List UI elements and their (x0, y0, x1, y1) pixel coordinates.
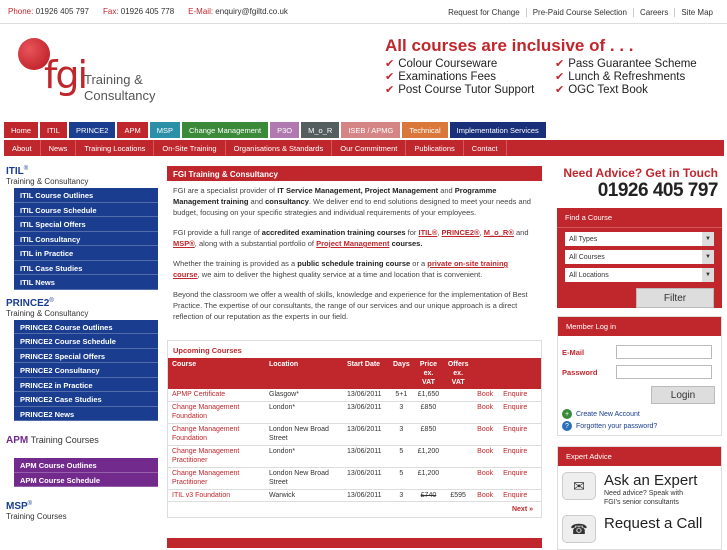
course-link[interactable]: APMP Certificate (168, 389, 265, 401)
header: fgi Training & Consultancy All courses are inclusive of . . . ✔ Colour Courseware ✔ Examinations Fees ✔ Post Course Tutor Support ✔ Pass Guarantee Scheme ✔ Lunch & Refreshments ✔ OGC Text Book (0, 24, 727, 122)
book-link[interactable]: Book (473, 389, 499, 401)
dropdown-arrow-icon: ▼ (702, 250, 714, 264)
advice-block: Need Advice? Get in Touch 01926 405 797 (557, 166, 722, 202)
offer-cell (443, 467, 473, 489)
promo-list-left (385, 58, 555, 97)
nav-prince2[interactable]: PRINCE2 (69, 122, 116, 138)
price-cell: £1,650 (414, 389, 443, 401)
price-cell: £850 (414, 401, 443, 423)
enquire-link[interactable]: Enquire (499, 467, 541, 489)
nav-about[interactable]: About (4, 140, 41, 156)
nav-our-commitment[interactable]: Our Commitment (332, 140, 406, 156)
sidebar-item-prince2-schedule[interactable]: PRINCE2 Course Schedule (14, 334, 158, 349)
table-row (168, 389, 541, 401)
help-icon: ? (562, 421, 572, 431)
password-field[interactable] (616, 365, 712, 379)
email-info: E-Mail: enquiry@fgiltd.co.uk (188, 7, 288, 16)
apm-menu (14, 458, 158, 487)
nav-implementation-services[interactable]: Implementation Services (450, 122, 546, 138)
sidebar-item-prince2-consultancy[interactable]: PRINCE2 Consultancy (14, 363, 158, 378)
enquire-link[interactable]: Enquire (499, 423, 541, 445)
location-cell: London* (265, 445, 343, 467)
location-select[interactable]: All Locations ▼ (565, 268, 714, 282)
enquire-link[interactable]: Enquire (499, 401, 541, 423)
book-link[interactable]: Book (473, 401, 499, 423)
itil-subheading: Training & Consultancy (6, 177, 89, 186)
sidebar-item-prince2-practice[interactable]: PRINCE2 in Practice (14, 378, 158, 393)
table-row (168, 489, 541, 502)
site-map-link[interactable]: Site Map (674, 8, 719, 17)
nav-publications[interactable]: Publications (406, 140, 463, 156)
days-cell: 5 (389, 445, 414, 467)
itil-menu (14, 188, 158, 290)
filter-button[interactable]: Filter (636, 288, 714, 308)
days-cell: 3 (389, 423, 414, 445)
table-row (168, 445, 541, 467)
date-cell: 13/06/2011 (343, 423, 389, 445)
ask-expert-item[interactable]: ✉ Ask an Expert Need advice? Speak with FGI's senior consultants (558, 466, 721, 513)
course-link[interactable]: Change Management Practitioner (168, 467, 265, 489)
offer-cell (443, 389, 473, 401)
nav-p3o[interactable]: P3O (270, 122, 299, 138)
table-row (168, 423, 541, 445)
enquire-link[interactable]: Enquire (499, 489, 541, 502)
prince2-subheading: Training & Consultancy (6, 308, 89, 318)
promo-banner (385, 36, 725, 97)
request-for-change-link[interactable]: Request for Change (448, 7, 520, 17)
sidebar-item-itil-news[interactable]: ITIL News (14, 275, 158, 290)
table-header-row: Course Location Start Date Days Price ex. VAT Offers ex. VAT (168, 358, 541, 389)
nav-msp[interactable]: MSP (150, 122, 180, 138)
course-link[interactable]: Change Management Foundation (168, 423, 265, 445)
nav-organisations[interactable]: Organisations & Standards (226, 140, 333, 156)
msp-link[interactable]: MSP® (173, 239, 195, 248)
course-type-select[interactable]: All Types ▼ (565, 232, 714, 246)
promo-item: ✔ Examinations Fees (385, 71, 555, 84)
page-title: FGI Training & Consultancy (167, 166, 542, 181)
book-link[interactable]: Book (473, 445, 499, 467)
price-cell: £740 (414, 489, 443, 502)
phone-info: Phone: 01926 405 797 (8, 7, 89, 16)
primary-nav (4, 122, 548, 138)
course-link[interactable]: Change Management Foundation (168, 401, 265, 423)
date-cell: 13/06/2011 (343, 401, 389, 423)
sidebar-item-itil-consultancy[interactable]: ITIL Consultancy (14, 232, 158, 247)
course-link[interactable]: ITIL v3 Foundation (168, 489, 265, 502)
table-row (168, 467, 541, 489)
phone-request-icon: ☎ (562, 515, 596, 543)
sidebar-item-apm-outlines[interactable]: APM Course Outlines (14, 458, 158, 473)
nav-on-site-training[interactable]: On-Site Training (154, 140, 225, 156)
promo-list-right (555, 58, 725, 97)
itil-heading: ITIL® (6, 166, 29, 177)
location-cell: Warwick (265, 489, 343, 502)
sidebar-item-itil-offers[interactable]: ITIL Special Offers (14, 217, 158, 232)
expert-advice-panel: Expert Advice ✉ Ask an Expert Need advice? Speak with FGI's senior consultants ☎ Request a Call (557, 446, 722, 550)
intro-paragraph: FGI are a specialist provider of IT Service Management, Project Management and Programme Management training and consultancy. We deliver end to end solutions designed to meet your needs and budget, focusing on your specific strategies and individual requirements of your employees. (173, 186, 531, 217)
member-login-panel: Member Log in E-Mail Password Login + Create New Account ? Forgotten your password? (557, 316, 722, 436)
location-cell: London* (265, 401, 343, 423)
add-icon: + (562, 409, 572, 419)
sidebar (0, 162, 160, 523)
email-field[interactable] (616, 345, 712, 359)
nav-training-locations[interactable]: Training Locations (76, 140, 154, 156)
advice-phone: 01926 405 797 (597, 180, 718, 201)
location-cell: London New Broad Street (265, 423, 343, 445)
days-cell: 5+1 (389, 389, 414, 401)
dropdown-arrow-icon: ▼ (702, 268, 714, 282)
promo-item: ✔ Pass Guarantee Scheme (555, 58, 725, 71)
itil-link[interactable]: ITIL® (418, 228, 438, 237)
date-cell: 13/06/2011 (343, 467, 389, 489)
offer-cell (443, 423, 473, 445)
date-cell: 13/06/2011 (343, 489, 389, 502)
right-column (557, 166, 722, 550)
sidebar-item-itil-outlines[interactable]: ITIL Course Outlines (14, 188, 158, 203)
forgot-password-link[interactable]: ? Forgotten your password? (558, 420, 721, 435)
book-link[interactable]: Book (473, 489, 499, 502)
sidebar-item-itil-case-studies[interactable]: ITIL Case Studies (14, 261, 158, 276)
nav-m-o-r[interactable]: M_o_R (301, 122, 339, 138)
sidebar-item-apm-schedule[interactable]: APM Course Schedule (14, 473, 158, 488)
offer-cell (443, 445, 473, 467)
enquire-link[interactable]: Enquire (499, 389, 541, 401)
promo-item: ✔ Post Course Tutor Support (385, 84, 555, 97)
nav-news[interactable]: News (41, 140, 77, 156)
offer-cell: £595 (443, 489, 473, 502)
prince2-menu (14, 320, 158, 422)
apm-heading: APM Training Courses (6, 435, 99, 446)
onsite-training-link[interactable]: private on-site training course (173, 259, 509, 279)
price-cell: £850 (414, 423, 443, 445)
create-account-link[interactable]: + Create New Account (558, 408, 721, 420)
date-cell: 13/06/2011 (343, 389, 389, 401)
find-course-panel: Find a Course All Types ▼ All Courses ▼ All Locations ▼ Filter (557, 208, 722, 308)
promo-item: ✔ Lunch & Refreshments (555, 71, 725, 84)
main-content (167, 166, 542, 335)
sidebar-item-prince2-offers[interactable]: PRINCE2 Special Offers (14, 349, 158, 364)
mor-link[interactable]: M_o_R® (483, 228, 514, 237)
pre-paid-course-link[interactable]: Pre-Paid Course Selection (526, 8, 633, 17)
promo-item: ✔ Colour Courseware (385, 58, 555, 71)
date-cell: 13/06/2011 (343, 445, 389, 467)
sidebar-item-prince2-news[interactable]: PRINCE2 News (14, 407, 158, 422)
location-cell: Glasgow* (265, 389, 343, 401)
offer-cell (443, 401, 473, 423)
chat-icon: ✉ (562, 472, 596, 500)
days-cell: 3 (389, 401, 414, 423)
book-link[interactable]: Book (473, 467, 499, 489)
project-management-link[interactable]: Project Management (316, 239, 390, 248)
days-cell: 3 (389, 489, 414, 502)
prince2-link[interactable]: PRINCE2® (441, 228, 480, 237)
nav-home[interactable]: Home (4, 122, 38, 138)
nav-iseb-apmg[interactable]: ISEB / APMG (341, 122, 400, 138)
upcoming-courses-title: Upcoming Courses (173, 346, 242, 355)
days-cell: 5 (389, 467, 414, 489)
fax-info: Fax: 01926 405 778 (102, 7, 175, 16)
upcoming-courses-table (168, 358, 541, 502)
careers-link[interactable]: Careers (633, 8, 674, 17)
login-button[interactable]: Login (651, 386, 715, 404)
location-cell: London New Broad Street (265, 467, 343, 489)
promo-title: All courses are inclusive of . . . (385, 36, 634, 55)
dropdown-arrow-icon: ▼ (702, 232, 714, 246)
sidebar-item-itil-schedule[interactable]: ITIL Course Schedule (14, 203, 158, 218)
msp-subheading: Training Courses (6, 512, 67, 521)
prince2-heading: PRINCE2® (6, 297, 54, 309)
nav-itil[interactable]: ITIL (40, 122, 67, 138)
courses-paragraph: FGI provide a full range of accredited examination training courses for ITIL®, PRINCE2®, M_o_R® and MSP®, along with a substantial portfolio of Project Management courses. (173, 228, 529, 248)
nav-technical[interactable]: Technical (402, 122, 447, 138)
enquire-link[interactable]: Enquire (499, 445, 541, 467)
top-links (442, 0, 719, 24)
promo-item: ✔ OGC Text Book (555, 84, 725, 97)
table-row (168, 401, 541, 423)
nav-apm[interactable]: APM (117, 122, 147, 138)
latest-news-bar (167, 538, 542, 548)
course-select[interactable]: All Courses ▼ (565, 250, 714, 264)
sidebar-item-itil-practice[interactable]: ITIL in Practice (14, 246, 158, 261)
price-cell: £1,200 (414, 467, 443, 489)
upcoming-courses-panel (167, 340, 542, 518)
secondary-nav (4, 140, 724, 156)
expertise-paragraph: Beyond the classroom we offer a wealth of skills, knowledge and experience for the implementation of Best Practice. The expertise of our consultants, the range of our services and our unique approach is a direct reflection of our reputation as the experts in our field. (173, 290, 528, 321)
sidebar-item-prince2-outlines[interactable]: PRINCE2 Course Outlines (14, 320, 158, 335)
next-page-link[interactable]: Next » (511, 506, 533, 513)
email-link[interactable]: enquiry@fgiltd.co.uk (215, 7, 288, 16)
nav-change-management[interactable]: Change Management (182, 122, 268, 138)
request-call-item[interactable]: ☎ Request a Call (558, 513, 721, 549)
book-link[interactable]: Book (473, 423, 499, 445)
msp-heading: MSP® (6, 501, 33, 512)
top-contact-bar (0, 0, 727, 24)
sidebar-item-prince2-case-studies[interactable]: PRINCE2 Case Studies (14, 392, 158, 407)
delivery-paragraph: Whether the training is provided as a public schedule training course or a private on-site training course, we aim to deliver the highest quality service at a time and location that is convenient. (173, 259, 509, 279)
nav-contact[interactable]: Contact (464, 140, 507, 156)
price-cell: £1,200 (414, 445, 443, 467)
course-link[interactable]: Change Management Practitioner (168, 445, 265, 467)
